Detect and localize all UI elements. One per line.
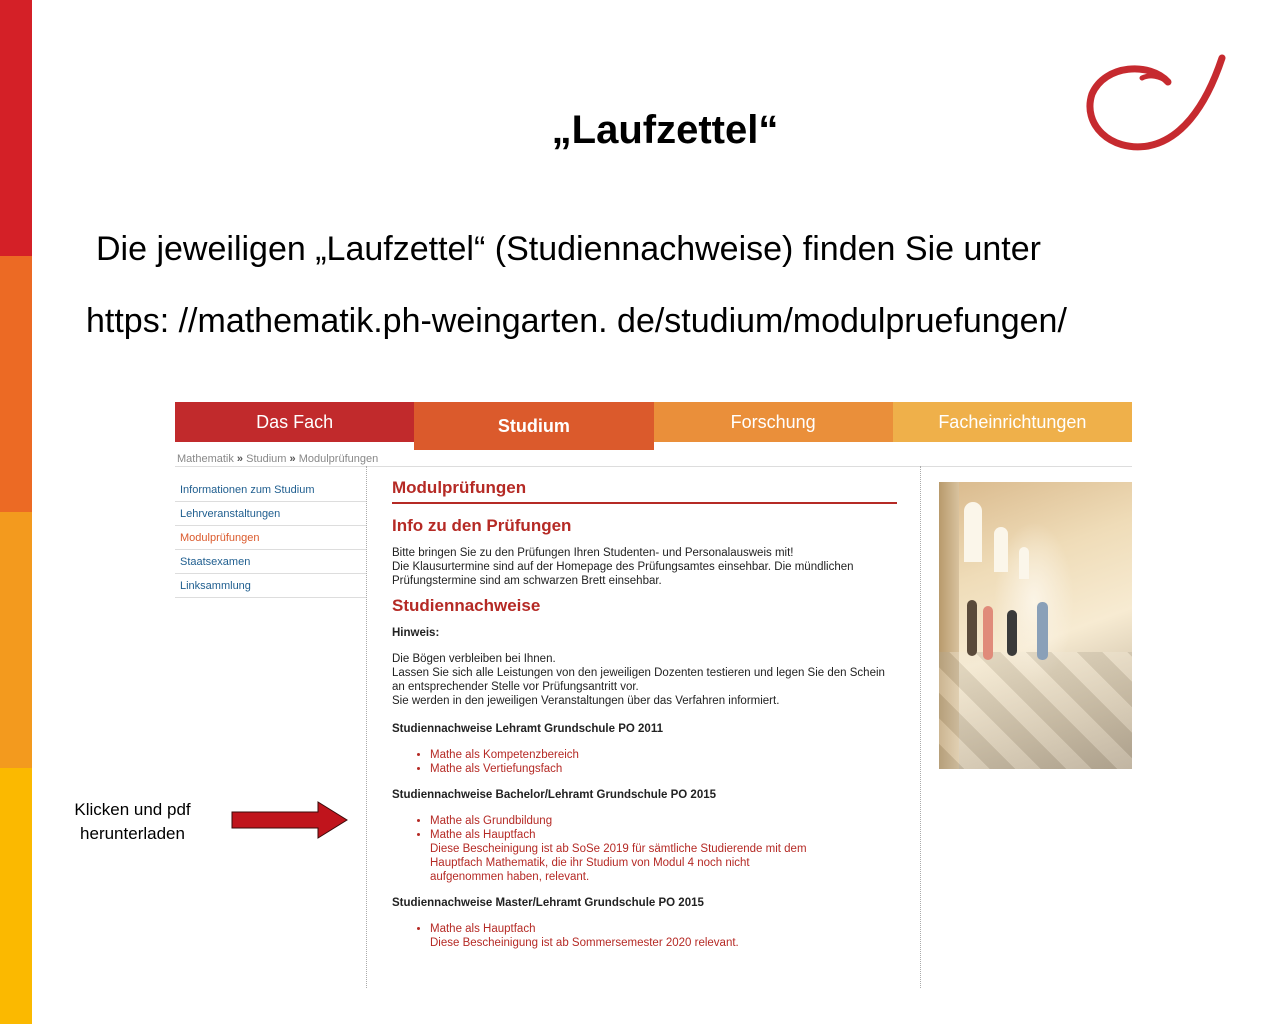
- hinweis-label: Hinweis:: [392, 627, 440, 639]
- sidebar-item-modulpruefungen[interactable]: Modulprüfungen: [175, 526, 366, 550]
- bachelor-hauptfach-note: Diese Bescheinigung ist ab SoSe 2019 für sämtliche Studierende mit dem Hauptfach Mathematik, die ihr Studium von Modul 4 noch nicht aufgenommen haben, relevant.: [430, 843, 807, 883]
- instruction-line: herunterladen: [80, 824, 185, 843]
- tab-forschung[interactable]: Forschung: [654, 402, 893, 442]
- students-corridor-photo: [939, 482, 1132, 769]
- photo-student: [967, 600, 977, 656]
- photo-arch: [1019, 547, 1029, 579]
- photo-tiled-floor: [939, 652, 1132, 769]
- sidebar-item-staatsexamen[interactable]: Staatsexamen: [175, 550, 366, 574]
- intro-text: Die jeweiligen „Laufzettel“ (Studiennachweise) finden Sie unter: [96, 230, 1041, 268]
- tab-das-fach[interactable]: Das Fach: [175, 402, 414, 442]
- pdf-link-hauptfach-master[interactable]: [430, 922, 897, 950]
- website-screenshot: [175, 402, 1132, 988]
- website-url[interactable]: https: //mathematik.ph-weingarten. de/studium/modulpruefungen/: [86, 302, 1067, 340]
- arrow-right-icon: [230, 800, 350, 840]
- info-heading: Info zu den Prüfungen: [392, 516, 572, 535]
- section-title-bachelor-po2015: Studiennachweise Bachelor/Lehramt Grundschule PO 2015: [392, 789, 717, 801]
- instruction-text: [40, 798, 225, 846]
- photo-student: [1007, 610, 1017, 656]
- section-title-po2011: Studiennachweise Lehramt Grundschule PO 2011: [392, 723, 663, 735]
- photo-student: [983, 606, 993, 660]
- hinweis-text: Sie werden in den jeweiligen Veranstaltungen über das Verfahren informiert.: [392, 695, 780, 707]
- pdf-link-kompetenzbereich[interactable]: • Mathe als Kompetenzbereich: [430, 748, 897, 762]
- slide-title: „Laufzettel“: [551, 108, 779, 152]
- link-list-po2011: [392, 748, 897, 776]
- main-content: [392, 478, 897, 950]
- pdf-link-hauptfach-label[interactable]: Mathe als Hauptfach: [430, 829, 536, 841]
- breadcrumb-mathematik[interactable]: Mathematik: [177, 453, 234, 465]
- section-title-master-po2015: Studiennachweise Master/Lehramt Grundschule PO 2015: [392, 897, 704, 909]
- color-stripe-orange: [0, 256, 32, 512]
- breadcrumb-modulpruefungen: Modulprüfungen: [298, 453, 379, 465]
- sidebar-item-linksammlung[interactable]: Linksammlung: [175, 574, 366, 598]
- master-hauptfach-note: Diese Bescheinigung ist ab Sommersemester 2020 relevant.: [430, 937, 739, 949]
- link-list-master-po2015: [392, 922, 897, 950]
- tab-studium[interactable]: Studium: [414, 402, 653, 450]
- breadcrumb-studium[interactable]: Studium: [246, 453, 287, 465]
- main-navigation: [175, 402, 1132, 442]
- hinweis-text: Lassen Sie sich alle Leistungen von den jeweiligen Dozenten testieren und legen Sie den Schein an entsprechender Stelle vor Prüfungsantritt vor.: [392, 667, 885, 693]
- photo-arch: [964, 502, 982, 562]
- breadcrumb: [177, 453, 378, 465]
- photo-arch: [994, 527, 1008, 572]
- content-divider: [920, 466, 921, 988]
- hinweis-text: Die Bögen verbleiben bei Ihnen.: [392, 653, 556, 665]
- instruction-line: Klicken und pdf: [74, 800, 191, 819]
- breadcrumb-separator: »: [236, 453, 244, 465]
- pdf-link-hauptfach-bachelor[interactable]: [430, 828, 897, 884]
- color-stripe-amber: [0, 512, 32, 768]
- page-title: Modulprüfungen: [392, 478, 897, 504]
- pdf-link-hauptfach-master-label[interactable]: Mathe als Hauptfach: [430, 923, 536, 935]
- info-text-termine: Die Klausurtermine sind auf der Homepage des Prüfungsamtes einsehbar. Die mündlichen Prüfungstermine sind am schwarzen Brett einsehbar.: [392, 561, 854, 587]
- breadcrumb-separator: »: [289, 453, 296, 465]
- breadcrumb-divider: [175, 466, 1132, 467]
- sidebar-divider: [366, 466, 367, 988]
- sidebar-item-lehrveranstaltungen[interactable]: Lehrveranstaltungen: [175, 502, 366, 526]
- tab-facheinrichtungen[interactable]: Facheinrichtungen: [893, 402, 1132, 442]
- pdf-link-vertiefungsfach[interactable]: • Mathe als Vertiefungsfach: [430, 762, 897, 776]
- color-stripe-yellow: [0, 768, 32, 1024]
- pdf-link-grundbildung[interactable]: • Mathe als Grundbildung: [430, 814, 897, 828]
- studiennachweise-heading: Studiennachweise: [392, 596, 541, 615]
- sidebar-item-informationen[interactable]: Informationen zum Studium: [175, 478, 366, 502]
- photo-student: [1037, 602, 1048, 660]
- sidebar: [175, 478, 366, 598]
- info-text-ausweis: Bitte bringen Sie zu den Prüfungen Ihren Studenten- und Personalausweis mit!: [392, 547, 794, 559]
- link-list-bachelor-po2015: [392, 814, 897, 884]
